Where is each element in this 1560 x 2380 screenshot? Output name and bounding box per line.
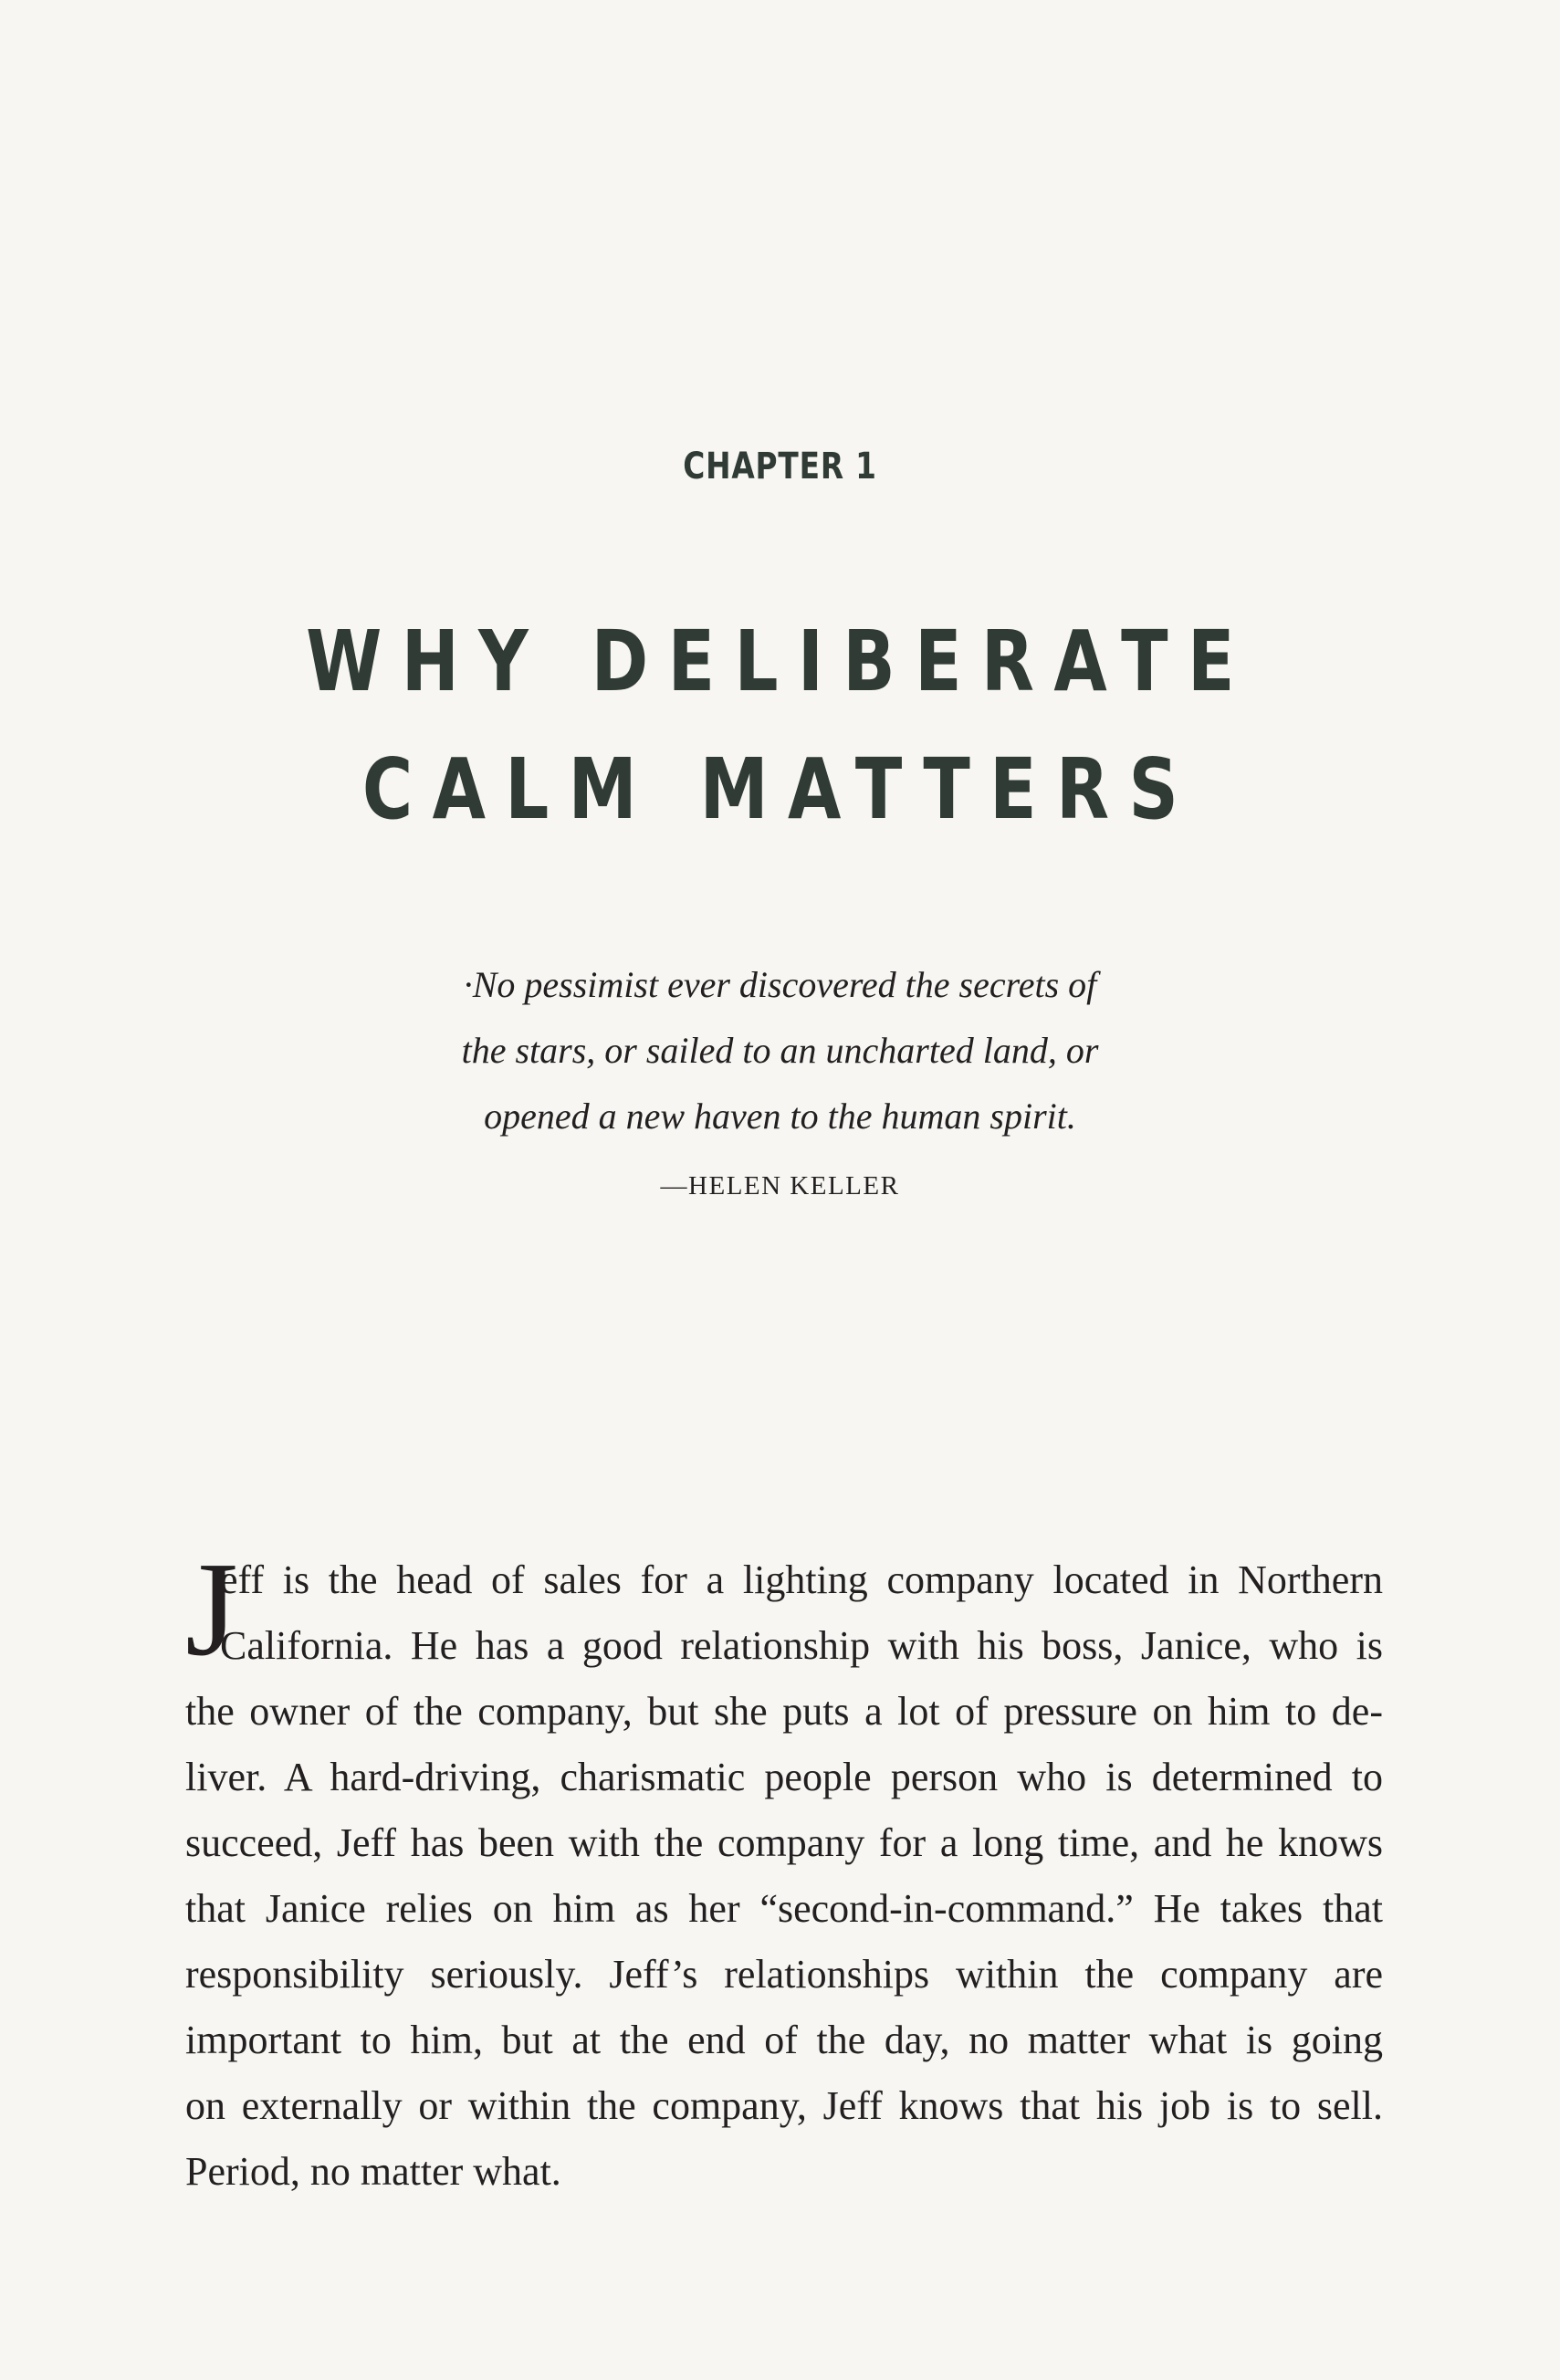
- epigraph-line-2: the stars, or sailed to an uncharted land, or: [461, 1030, 1099, 1071]
- body-line-9: on externally or within the company, Jeff knows that his job is to sell.: [185, 2083, 1383, 2128]
- chapter-title-line-2: CALM MATTERS: [361, 740, 1199, 838]
- epigraph-line-1: ·No pessimist ever discovered the secrets of: [463, 964, 1097, 1005]
- body-line-4: liver. A hard-driving, charismatic people person who is determined to: [185, 1755, 1383, 1799]
- body-line-2: California. He has a good relationship with his boss, Janice, who is: [220, 1623, 1383, 1668]
- body-line-10: Period, no matter what.: [185, 2149, 561, 2194]
- body-line-5: succeed, Jeff has been with the company for a long time, and he knows: [185, 1820, 1383, 1865]
- chapter-title: [141, 598, 1419, 854]
- body-paragraph: [185, 1535, 1383, 2205]
- drop-cap: J: [185, 1535, 238, 1684]
- epigraph-quote: [0, 952, 1560, 1149]
- epigraph-attribution: —HELEN KELLER: [660, 1171, 900, 1200]
- body-line-7: responsibility seriously. Jeff’s relationships within the company are: [185, 1952, 1383, 1997]
- epigraph-line-3: opened a new haven to the human spirit.: [484, 1096, 1076, 1137]
- body-line-8: important to him, but at the end of the day, no matter what is going: [185, 2018, 1383, 2062]
- body-line-3: the owner of the company, but she puts a lot of pressure on him to de-: [185, 1689, 1383, 1734]
- body-line-6: that Janice relies on him as her “second-in-command.” He takes that: [185, 1886, 1383, 1931]
- chapter-label: CHAPTER 1: [683, 446, 877, 488]
- chapter-title-line-1: WHY DELIBERATE: [306, 613, 1254, 710]
- body-line-1: eff is the head of sales for a lighting company located in Northern: [220, 1557, 1383, 1602]
